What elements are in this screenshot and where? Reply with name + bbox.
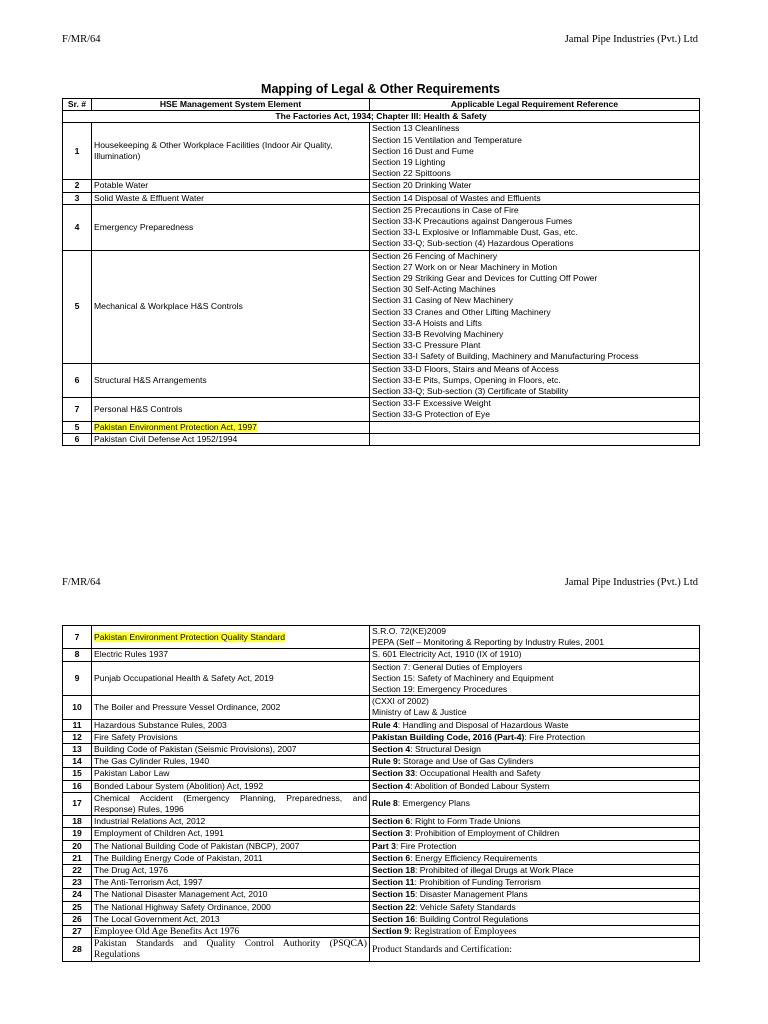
hse-element: Emergency Preparedness bbox=[92, 204, 370, 250]
table-row bbox=[63, 792, 700, 815]
reference-line: Section 14 Disposal of Wastes and Effluents bbox=[372, 192, 541, 203]
row-number: 18 bbox=[63, 816, 92, 828]
regulation-name-text: Electric Rules 1937 bbox=[94, 649, 169, 660]
reference-line: Section 33-I Safety of Building, Machinery and Manufacturing Process bbox=[372, 351, 639, 362]
legal-reference bbox=[370, 865, 700, 877]
legal-reference bbox=[370, 398, 700, 421]
row-number: 12 bbox=[63, 731, 92, 743]
page2-form-code: F/MR/64 bbox=[62, 577, 101, 588]
table-row bbox=[63, 421, 700, 433]
requirements-table-1 bbox=[62, 98, 700, 446]
legal-reference bbox=[370, 719, 700, 731]
legal-reference bbox=[370, 938, 700, 961]
reference-line: Section 33-A Hoists and Lifts bbox=[372, 317, 482, 328]
table-row bbox=[63, 926, 700, 938]
requirements-table-2 bbox=[62, 625, 700, 962]
regulation-name bbox=[92, 840, 370, 852]
legal-reference bbox=[370, 123, 700, 180]
reference-line: Section 33-D Floors, Stairs and Means of Access bbox=[372, 363, 559, 374]
page-title: Mapping of Legal & Other Requirements bbox=[261, 82, 500, 96]
section-heading: The Factories Act, 1934; Chapter III: Health & Safety bbox=[63, 111, 700, 123]
reference-text: Section 15: Safety of Machinery and Equipment bbox=[372, 672, 554, 683]
reference-line: Section 33-Q; Sub-section (3) Certificate of Stability bbox=[372, 386, 569, 397]
col-header-sr: Sr. # bbox=[63, 99, 92, 111]
table-row bbox=[63, 180, 700, 192]
reference-line bbox=[372, 637, 697, 648]
reference-text: (CXXI of 2002) bbox=[372, 696, 429, 707]
regulation-name-text: Pakistan Labor Law bbox=[94, 768, 170, 779]
reference-line bbox=[372, 781, 697, 792]
legal-reference bbox=[370, 250, 700, 363]
reference-line: Section 13 Cleanliness bbox=[372, 123, 460, 134]
reference-line bbox=[372, 732, 697, 743]
regulation-name bbox=[92, 889, 370, 901]
reference-line bbox=[372, 684, 697, 695]
reference-text: Storage and Use of Gas Cylinders bbox=[400, 756, 534, 767]
reference-line bbox=[372, 673, 697, 684]
legal-reference bbox=[370, 756, 700, 768]
row-number: 27 bbox=[63, 926, 92, 938]
legal-reference bbox=[370, 192, 700, 204]
regulation-name bbox=[92, 649, 370, 661]
regulation-name-text: Industrial Relations Act, 2012 bbox=[94, 816, 206, 827]
hse-element: Mechanical & Workplace H&S Controls bbox=[92, 250, 370, 363]
row-number: 28 bbox=[63, 938, 92, 961]
requirements-table-1-body bbox=[63, 111, 700, 446]
reference-line bbox=[372, 944, 697, 955]
table-row bbox=[63, 780, 700, 792]
reference-text: : Handling and Disposal of Hazardous Waste bbox=[397, 719, 569, 730]
reference-text: : Vehicle Safety Standards bbox=[415, 901, 516, 912]
regulation-name bbox=[92, 828, 370, 840]
regulation-name-text: The Gas Cylinder Rules, 1940 bbox=[94, 756, 210, 767]
reference-text: S.R.O. 72(KE)2009 bbox=[372, 626, 447, 636]
reference-line bbox=[372, 707, 697, 718]
reference-line: Section 33-K Precautions against Dangerous Fumes bbox=[372, 216, 573, 227]
requirements-table-2-body bbox=[63, 626, 700, 962]
table-row bbox=[63, 756, 700, 768]
reference-line bbox=[372, 662, 697, 673]
row-number: 17 bbox=[63, 792, 92, 815]
regulation-name bbox=[92, 865, 370, 877]
legal-reference bbox=[370, 744, 700, 756]
reference-text: : Emergency Plans bbox=[397, 798, 470, 809]
legal-reference bbox=[370, 180, 700, 192]
legal-reference bbox=[370, 731, 700, 743]
reference-text: : Fire Protection bbox=[395, 840, 457, 851]
legal-reference bbox=[370, 626, 700, 649]
regulation-name-text: The Building Energy Code of Pakistan, 2011 bbox=[94, 852, 263, 863]
legal-reference bbox=[370, 840, 700, 852]
regulation-name-text: Building Code of Pakistan (Seismic Provisions), 2007 bbox=[94, 744, 297, 755]
row-number: 26 bbox=[63, 913, 92, 925]
row-number: 7 bbox=[63, 398, 92, 421]
table-row bbox=[63, 626, 700, 649]
regulation-name-text: The Boiler and Pressure Vessel Ordinance, 2002 bbox=[94, 701, 281, 712]
reference-line: Section 25 Precautions in Case of Fire bbox=[372, 204, 519, 215]
row-number: 8 bbox=[63, 649, 92, 661]
regulation-name bbox=[92, 901, 370, 913]
row-number: 19 bbox=[63, 828, 92, 840]
table-row bbox=[63, 828, 700, 840]
reference-line: Section 29 Striking Gear and Devices for Cutting Off Power bbox=[372, 273, 598, 284]
reference-text: Product Standards and Certification: bbox=[372, 943, 512, 955]
page2-company-name: Jamal Pipe Industries (Pvt.) Ltd bbox=[564, 577, 698, 588]
legal-reference bbox=[370, 661, 700, 696]
reference-section: Pakistan Building Code, 2016 (Part-4) bbox=[372, 731, 525, 742]
regulation-name-text: Pakistan Civil Defense Act 1952/1994 bbox=[94, 433, 238, 444]
reference-line bbox=[372, 756, 697, 767]
table-row bbox=[63, 816, 700, 828]
reference-line: Section 33-C Pressure Plant bbox=[372, 340, 481, 351]
row-number: 10 bbox=[63, 696, 92, 719]
reference-text: PEPA (Self – Monitoring & Reporting by Industry Rules, 2001 bbox=[372, 637, 604, 648]
regulation-name bbox=[92, 816, 370, 828]
table-row bbox=[63, 398, 700, 421]
regulation-name-text: The Drug Act, 1976 bbox=[94, 865, 169, 876]
regulation-name bbox=[92, 744, 370, 756]
regulation-name-text: The National Disaster Management Act, 2010 bbox=[94, 889, 268, 900]
regulation-name-text: Chemical Accident (Emergency Planning, Preparedness, and Response) Rules, 1996 bbox=[94, 792, 367, 815]
table-row bbox=[63, 719, 700, 731]
reference-text: Section 19: Emergency Procedures bbox=[372, 684, 508, 695]
regulation-name bbox=[92, 433, 370, 445]
row-number: 20 bbox=[63, 840, 92, 852]
reference-line bbox=[372, 828, 697, 839]
regulation-name bbox=[92, 731, 370, 743]
reference-line bbox=[372, 696, 697, 707]
regulation-name-text: The National Building Code of Pakistan (NBCP), 2007 bbox=[94, 840, 300, 851]
row-number: 9 bbox=[63, 661, 92, 696]
reference-section: Section 6 bbox=[372, 852, 411, 863]
reference-line bbox=[372, 798, 697, 809]
row-number: 7 bbox=[63, 626, 92, 649]
regulation-name bbox=[92, 877, 370, 889]
reference-line: Section 27 Work on or Near Machinery in Motion bbox=[372, 261, 558, 272]
reference-text: : Structural Design bbox=[410, 744, 481, 755]
regulation-name bbox=[92, 938, 370, 961]
legal-reference bbox=[370, 901, 700, 913]
reference-line bbox=[372, 816, 697, 827]
hse-element: Structural H&S Arrangements bbox=[92, 363, 370, 398]
table-row bbox=[63, 192, 700, 204]
reference-text: : Energy Efficiency Requirements bbox=[410, 852, 538, 863]
table-row bbox=[63, 877, 700, 889]
reference-section: Section 4 bbox=[372, 780, 411, 791]
reference-line: Section 20 Drinking Water bbox=[372, 180, 472, 191]
row-number: 1 bbox=[63, 123, 92, 180]
reference-line: Section 19 Lighting bbox=[372, 157, 446, 168]
reference-section: Rule 8 bbox=[372, 798, 398, 809]
reference-line bbox=[372, 626, 697, 637]
row-number: 24 bbox=[63, 889, 92, 901]
row-number: 13 bbox=[63, 744, 92, 756]
reference-line bbox=[372, 902, 697, 913]
regulation-name bbox=[92, 852, 370, 864]
table-row bbox=[63, 649, 700, 661]
legal-reference bbox=[370, 421, 700, 433]
reference-line bbox=[372, 853, 697, 864]
reference-text: : Disaster Management Plans bbox=[415, 889, 528, 900]
page1-form-code: F/MR/64 bbox=[62, 34, 101, 45]
legal-reference bbox=[370, 889, 700, 901]
table-row bbox=[63, 865, 700, 877]
col-header-element: HSE Management System Element bbox=[92, 99, 370, 111]
table-row bbox=[63, 433, 700, 445]
table-row bbox=[63, 840, 700, 852]
regulation-name-text: Pakistan Standards and Quality Control Authority (PSQCA) Regulations bbox=[94, 938, 367, 961]
legal-reference bbox=[370, 780, 700, 792]
regulation-name bbox=[92, 780, 370, 792]
reference-line: Section 26 Fencing of Machinery bbox=[372, 250, 498, 261]
legal-reference bbox=[370, 852, 700, 864]
reference-section: Section 4 bbox=[372, 744, 411, 755]
row-number: 6 bbox=[63, 433, 92, 445]
reference-text: : Occupational Health and Safety bbox=[415, 768, 541, 779]
table-row bbox=[63, 123, 700, 180]
regulation-name-text: Hazardous Substance Rules, 2003 bbox=[94, 719, 227, 730]
regulation-name bbox=[92, 926, 370, 938]
regulation-name-text: Employment of Children Act, 1991 bbox=[94, 828, 224, 839]
row-number: 22 bbox=[63, 865, 92, 877]
regulation-name-text: Fire Safety Provisions bbox=[94, 731, 178, 742]
table-row bbox=[63, 250, 700, 363]
regulation-name bbox=[92, 913, 370, 925]
reference-text: : Registration of Employees bbox=[409, 926, 517, 938]
row-number: 5 bbox=[63, 421, 92, 433]
regulation-name-text: Pakistan Environment Protection Quality Standard bbox=[94, 631, 286, 642]
reference-text: : Abolition of Bonded Labour System bbox=[410, 780, 550, 791]
reference-line: Section 33-E Pits, Sumps, Opening in Floors, etc. bbox=[372, 374, 561, 385]
regulation-name-text: The National Highway Safety Ordinance, 2000 bbox=[94, 901, 271, 912]
row-number: 5 bbox=[63, 250, 92, 363]
table-row bbox=[63, 744, 700, 756]
row-number: 15 bbox=[63, 768, 92, 780]
reference-line bbox=[372, 914, 697, 925]
reference-section: Section 9 bbox=[372, 926, 410, 938]
reference-text: : Prohibition of Employment of Children bbox=[410, 828, 560, 839]
regulation-name-text: Pakistan Environment Protection Act, 1997 bbox=[94, 421, 257, 432]
hse-element: Solid Waste & Effluent Water bbox=[92, 192, 370, 204]
legal-reference bbox=[370, 768, 700, 780]
legal-reference bbox=[370, 433, 700, 445]
reference-section: Section 11 bbox=[372, 877, 415, 888]
table-row bbox=[63, 913, 700, 925]
regulation-name bbox=[92, 792, 370, 815]
reference-line bbox=[372, 720, 697, 731]
legal-reference bbox=[370, 816, 700, 828]
reference-line: Section 31 Casing of New Machinery bbox=[372, 295, 513, 306]
reference-line bbox=[372, 744, 697, 755]
reference-section: Section 16 bbox=[372, 913, 415, 924]
reference-line: Section 33 Cranes and Other Lifting Machinery bbox=[372, 306, 551, 317]
col-header-reference: Applicable Legal Requirement Reference bbox=[370, 99, 700, 111]
reference-line bbox=[372, 768, 697, 779]
table-row bbox=[63, 661, 700, 696]
regulation-name-text: Punjab Occupational Health & Safety Act, 2019 bbox=[94, 672, 274, 683]
row-number: 21 bbox=[63, 852, 92, 864]
legal-reference bbox=[370, 696, 700, 719]
legal-reference bbox=[370, 204, 700, 250]
table-row bbox=[63, 768, 700, 780]
reference-section: Rule 4 bbox=[372, 719, 398, 730]
reference-section: Section 3 bbox=[372, 828, 411, 839]
reference-line: Section 15 Ventilation and Temperature bbox=[372, 134, 522, 145]
legal-reference bbox=[370, 792, 700, 815]
reference-text: Ministry of Law & Justice bbox=[372, 707, 467, 718]
row-number: 6 bbox=[63, 363, 92, 398]
page1-company-name: Jamal Pipe Industries (Pvt.) Ltd bbox=[564, 34, 698, 45]
reference-line bbox=[372, 865, 697, 876]
reference-text: : Prohibited of illegal Drugs at Work Place bbox=[415, 865, 574, 876]
hse-element: Potable Water bbox=[92, 180, 370, 192]
reference-line bbox=[372, 841, 697, 852]
regulation-name-text: The Local Government Act, 2013 bbox=[94, 913, 220, 924]
regulation-name bbox=[92, 696, 370, 719]
reference-line: Section 22 Spittoons bbox=[372, 168, 451, 179]
row-number: 14 bbox=[63, 756, 92, 768]
table-row bbox=[63, 363, 700, 398]
legal-reference bbox=[370, 926, 700, 938]
row-number: 11 bbox=[63, 719, 92, 731]
reference-line: Section 33-Q; Sub-section (4) Hazardous Operations bbox=[372, 238, 574, 249]
reference-line: Section 30 Self-Acting Machines bbox=[372, 284, 496, 295]
reference-line: Section 33-G Protection of Eye bbox=[372, 409, 490, 420]
reference-line: Section 16 Dust and Fume bbox=[372, 145, 474, 156]
row-number: 4 bbox=[63, 204, 92, 250]
row-number: 23 bbox=[63, 877, 92, 889]
regulation-name bbox=[92, 768, 370, 780]
reference-line bbox=[372, 926, 697, 937]
regulation-name bbox=[92, 626, 370, 649]
reference-text: : Prohibition of Funding Terrorism bbox=[414, 877, 541, 888]
table-row bbox=[63, 901, 700, 913]
regulation-name bbox=[92, 756, 370, 768]
reference-section: Part 3 bbox=[372, 840, 396, 851]
reference-text: S. 601 Electricity Act, 1910 (IX of 1910) bbox=[372, 649, 522, 660]
legal-reference bbox=[370, 913, 700, 925]
legal-reference bbox=[370, 363, 700, 398]
reference-text: : Fire Protection bbox=[524, 731, 585, 742]
row-number: 16 bbox=[63, 780, 92, 792]
legal-reference bbox=[370, 877, 700, 889]
hse-element: Housekeeping & Other Workplace Facilities (Indoor Air Quality, Illumination) bbox=[92, 123, 370, 180]
row-number: 2 bbox=[63, 180, 92, 192]
reference-section: Section 6 bbox=[372, 816, 411, 827]
reference-section: Section 22 bbox=[372, 901, 415, 912]
table-row bbox=[63, 852, 700, 864]
regulation-name-text: Bonded Labour System (Abolition) Act, 1992 bbox=[94, 780, 264, 791]
reference-section: Section 33 bbox=[372, 768, 415, 779]
regulation-name bbox=[92, 719, 370, 731]
legal-reference bbox=[370, 649, 700, 661]
table-row bbox=[63, 204, 700, 250]
reference-line bbox=[372, 649, 697, 660]
regulation-name bbox=[92, 661, 370, 696]
row-number: 25 bbox=[63, 901, 92, 913]
table-row bbox=[63, 696, 700, 719]
reference-section: Section 15 bbox=[372, 889, 415, 900]
reference-line: Section 33-B Revolving Machinery bbox=[372, 329, 504, 340]
reference-text: Section 7: General Duties of Employers bbox=[372, 661, 523, 672]
row-number: 3 bbox=[63, 192, 92, 204]
reference-line bbox=[372, 877, 697, 888]
legal-reference bbox=[370, 828, 700, 840]
regulation-name bbox=[92, 421, 370, 433]
hse-element: Personal H&S Controls bbox=[92, 398, 370, 421]
table-row bbox=[63, 938, 700, 961]
table-row bbox=[63, 889, 700, 901]
regulation-name-text: The Anti-Terrorism Act, 1997 bbox=[94, 877, 203, 888]
reference-section: Rule 9: bbox=[372, 756, 401, 767]
reference-line: Section 33-L Explosive or Inflammable Dust, Gas, etc. bbox=[372, 227, 578, 238]
regulation-name-text: Employee Old Age Benefits Act 1976 bbox=[94, 926, 240, 938]
reference-line bbox=[372, 889, 697, 900]
reference-text: : Building Control Regulations bbox=[415, 913, 529, 924]
table-row bbox=[63, 731, 700, 743]
reference-line: Section 33-F Excessive Weight bbox=[372, 398, 491, 409]
reference-section: Section 18 bbox=[372, 865, 415, 876]
reference-text: : Right to Form Trade Unions bbox=[410, 816, 521, 827]
